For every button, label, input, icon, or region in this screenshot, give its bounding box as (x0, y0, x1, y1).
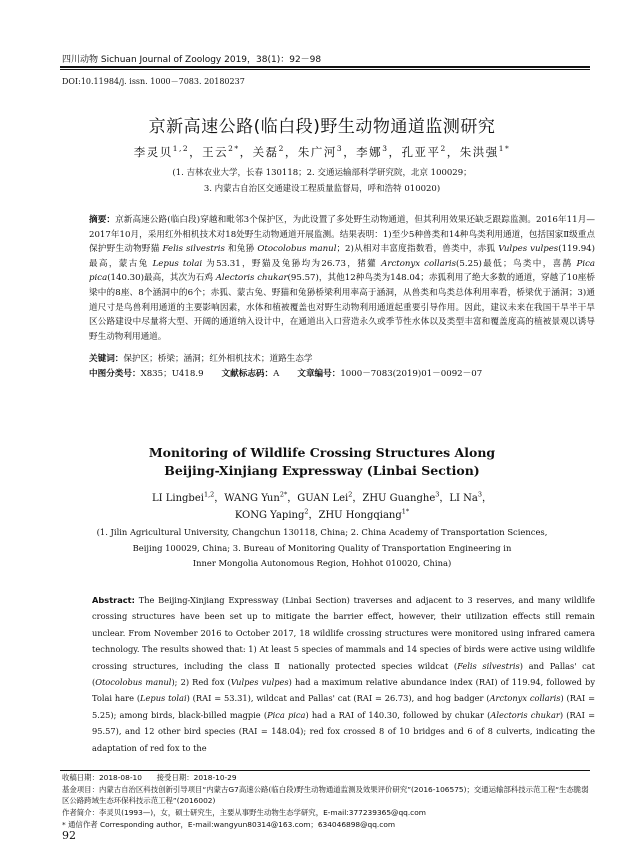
english-abstract-text: The Beijing-Xinjiang Expressway (Linbai Section) traverses and adjacent to 3 reserves, and many wildlife crossing structures have been set up to mitigate the barrier effect, however, their utilization effects still remain unclear. From November 2016 to October 2017, 18 wildlife crossing structures were monitored using infrared camera technology. The results showed that: 1) At least 5 species of mammals and 14 species of birds were active using wildlife crossing structures, including the class Ⅱ nationally protected species wildcat (Felis silvestris) and Pallas' cat (Otocolobus manul); 2) Red fox (Vulpes vulpes) had a maximum relative abundance index (RAI) of 119.94, followed by Tolai hare (Lepus tolai) (RAI = 53.31), wildcat and Pallas' cat (RAI = 26.73), and hog badger (Arctonyx collaris) (RAI = 5.25); among birds, black-billed magpie (Pica pica) had a RAI of 140.30, followed by chukar (Alectoris chukar) (RAI = 95.57), and 12 other bird species (RAI = 148.04); red fox crossed 8 of 10 bridges and 6 of 8 culverts, indicating the adaptation of red fox to the (92, 595, 595, 753)
classification-line (89, 367, 482, 379)
header-rule-thin (60, 69, 590, 70)
page-number: 92 (62, 829, 76, 842)
chinese-affiliation-line: 3. 内蒙古自治区交通建设工程质量监督局，呼和浩特 010020) (203, 184, 441, 194)
chinese-abstract-label: 摘要： (89, 215, 116, 225)
english-title-line: Beijing-Xinjiang Expressway (Linbai Section) (164, 463, 480, 478)
english-affiliation-line: (1. Jilin Agricultural University, Changchun 130118, China; 2. China Academy of Transportation Sciences, (96, 527, 548, 537)
author-intro: 作者简介：李灵贝(1993—)，女，硕士研究生，主要从事野生动物生态学研究，E-mail:377239365@qq.com (62, 808, 426, 817)
clc-value: X835；U418.9 (140, 369, 204, 379)
english-abstract-label: Abstract: (92, 595, 135, 605)
chinese-keywords (89, 352, 312, 364)
chinese-abstract-text: 京新高速公路(临白段)穿越和毗邻3个保护区，为此设置了多处野生动物通道，但其利用效果还缺乏跟踪监测。2016年11月—2017年10月，采用红外相机技术对18处野生动物通道开展监测。结果表明：1)至少5种兽类和14种鸟类利用通道，包括国家Ⅱ级重点保护野生动物野猫 Felis silvestris 和兔狲 Otocolobus manul；2)从相对丰富度指数看，兽类中，赤狐 Vulpes vulpes(119.94)最高，蒙古兔 Lepus tolai 为53.31，野猫及兔狲均为26.73，猪獾 Arctonyx collaris(5.25)最低；鸟类中，喜鹊 Pica pica(140.30)最高，其次为石鸡 Alectoris chukar(95.57)，其他12种鸟类为148.04；赤狐利用了绝大多数的通道，穿越了10座桥梁中的8座、8个涵洞中的6个；赤狐、蒙古兔、野猫和兔狲桥梁利用率高于涵洞，从兽类和鸟类总体利用率看，桥梁优于涵洞；3)通道尺寸是鸟兽利用通道的主要影响因素，水体和植被覆盖也对野生动物利用通道起重要引导作用。因此，建议未来在我国干旱半干旱区公路建设中尽量将大型、开阔的通道纳入设计中，在通道出入口营造永久或季节性水体以及类型丰富和覆盖度高的植被景观以诱导野生动物利用通道。 (89, 215, 596, 342)
clc-label: 中图分类号： (89, 369, 141, 379)
article-number-label: 文章编号： (297, 369, 341, 379)
chinese-authors: 李灵贝$^{1,2}$，王云$^{2*}$，关磊$^2$，朱广河$^3$，李娜$^3$，孔亚平$^2$，朱洪强$^{1*}$ (133, 144, 511, 159)
chinese-title: 京新高速公路(临白段)野生动物通道监测研究 (148, 117, 496, 137)
article-number-value: 1000－7083(2019)01－0092－07 (340, 369, 483, 379)
chinese-affiliation-line: (1. 吉林农业大学，长春 130118；2. 交通运输部科学研究院，北京 100029； (172, 168, 472, 178)
keywords-label: 关键词： (89, 354, 124, 364)
doi-line: DOI:10.11984/j. issn. 1000－7083. 20180237 (62, 77, 245, 86)
running-header: 四川动物 Sichuan Journal of Zoology 2019，38(1)：92－98 (62, 55, 322, 65)
english-authors-line: LI Lingbei$^{1,2}$，WANG Yun$^{2*}$，GUAN Lei$^2$，ZHU Guanghe$^3$，LI Na$^3$， (151, 490, 493, 504)
english-abstract (92, 592, 595, 756)
doc-code-label: 文献标志码： (221, 369, 274, 379)
english-title-line: Monitoring of Wildlife Crossing Structures Along (148, 445, 496, 460)
header-rule-thick (60, 66, 590, 68)
english-affiliation-line: Inner Mongolia Autonomous Region, Hohhot 010020, China) (192, 558, 452, 568)
english-affiliation-line: Beijing 100029, China; 3. Bureau of Monitoring Quality of Transportation Engineering in (132, 543, 512, 553)
keywords-text: 保护区；桥梁；涵洞；红外相机技术；道路生态学 (123, 354, 313, 364)
received-dates: 收稿日期：2018-08-10 接受日期：2018-10-29 (62, 773, 237, 782)
corresponding-author: * 通信作者 Corresponding author，E-mail:wangyun80314@163.com；634046898@qq.com (62, 820, 396, 829)
doc-code-value: A (273, 369, 280, 379)
funding-note: 基金项目：内蒙古自治区科技创新引导项目“内蒙古G7高速公路(临白段)野生动物通道监测及效果评价研究”(2016-106575)；交通运输部科技示范工程“生态脆弱区公路跨域生态环保科技示范工程”(2016002) (62, 785, 589, 805)
footnote-rule (60, 770, 590, 771)
english-authors-line: KONG Yaping$^2$，ZHU Hongqiang$^{1*}$ (234, 507, 410, 521)
chinese-abstract (89, 213, 595, 344)
